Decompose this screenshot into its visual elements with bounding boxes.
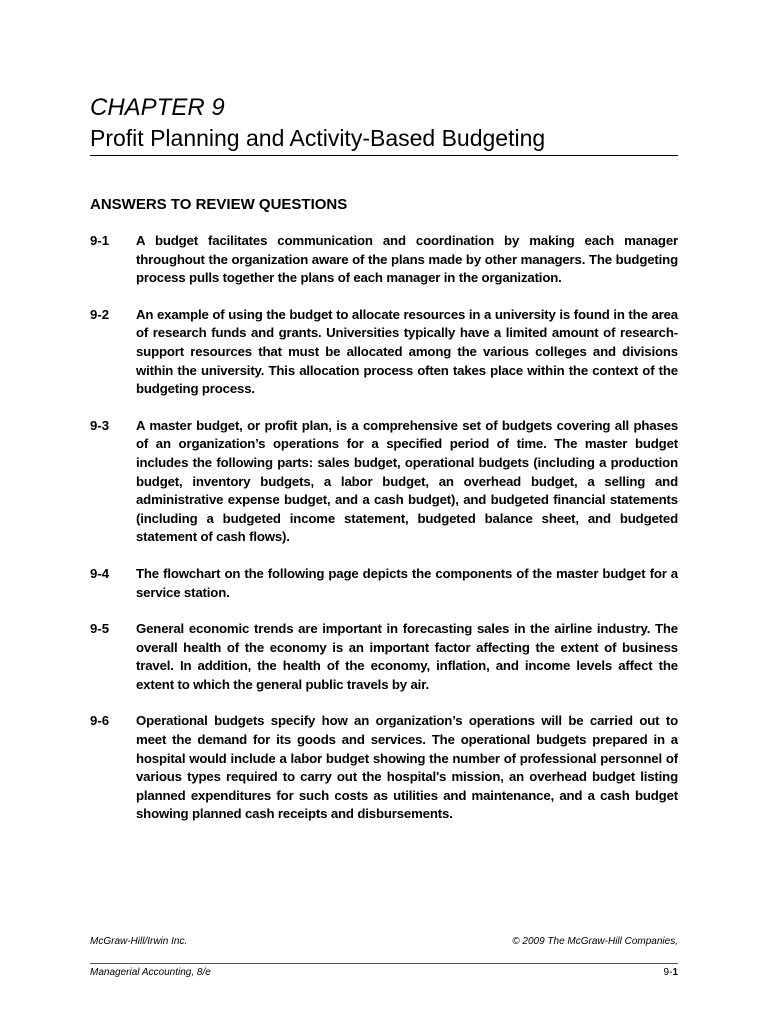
answer-number: 9-5 <box>90 621 110 637</box>
answer-item <box>90 306 678 399</box>
answer-item <box>90 232 678 288</box>
answer-text: A master budget, or profit plan, is a comprehensive set of budgets covering all phases of an organization’s operations for a specified period of time. The master budget includes the following parts: sales budget, operational budgets (including a production budget, inventory budgets, a labor budget, an overhead budget, a selling and administrative expense budget, and a cash budget), and budgeted financial statements (including a budgeted income statement, budgeted balance sheet, and budgeted statement of cash flows). <box>136 417 678 545</box>
page-number: 1 <box>672 967 678 978</box>
answer-number: 9-6 <box>90 713 110 729</box>
answer-text: General economic trends are important in forecasting sales in the airline industry. The overall health of the economy is an important factor affecting the extent of business travel. In addition, the health of the economy, inflation, and income levels affect the extent to which the general public travels by air. <box>136 621 678 692</box>
chapter-label: CHAPTER 9 <box>90 94 225 121</box>
answer-text: An example of using the budget to allocate resources in a university is found in the area of research funds and grants. Universities typically have a limited amount of research-support resources that must be allocated among the various colleges and divisions within the university. This allocation process often takes place within the context of the budgeting process. <box>136 306 678 397</box>
section-heading: ANSWERS TO REVIEW QUESTIONS <box>90 196 348 213</box>
answer-item <box>90 712 678 824</box>
answer-text: Operational budgets specify how an organization’s operations will be carried out to meet the demand for its goods and services. The operational budgets prepared in a hospital would include a labor budget showing the number of professional personnel of various types required to carry out the hospital's mission, an overhead budget listing planned expenditures for such costs as utilities and maintenance, and a cash budget showing planned cash receipts and disbursements. <box>136 713 678 822</box>
answer-text: A budget facilitates communication and coordination by making each manager throughout the organization aware of the plans made by other managers. The budgeting process pulls together the plans of each manager in the organization. <box>136 233 678 286</box>
page-prefix: 9- <box>663 967 673 978</box>
footer-book-title: Managerial Accounting, 8/e <box>90 967 211 978</box>
answer-item <box>90 565 678 602</box>
footer-page-number <box>664 966 678 980</box>
chapter-title: Profit Planning and Activity-Based Budgeting <box>90 125 546 151</box>
title-divider <box>90 155 678 156</box>
footer-copyright: © 2009 The McGraw-Hill Companies, <box>512 936 678 947</box>
answer-number: 9-1 <box>90 233 110 248</box>
answer-item <box>90 417 678 547</box>
answers-list <box>90 232 678 842</box>
answer-number: 9-4 <box>90 565 110 581</box>
footer-publisher: McGraw-Hill/Irwin Inc. <box>90 936 188 947</box>
answer-number: 9-3 <box>90 417 110 433</box>
answer-number: 9-2 <box>90 306 110 322</box>
footer-divider <box>90 963 678 964</box>
answer-text: The flowchart on the following page depicts the components of the master budget for a service station. <box>136 565 678 600</box>
answer-item <box>90 620 678 694</box>
